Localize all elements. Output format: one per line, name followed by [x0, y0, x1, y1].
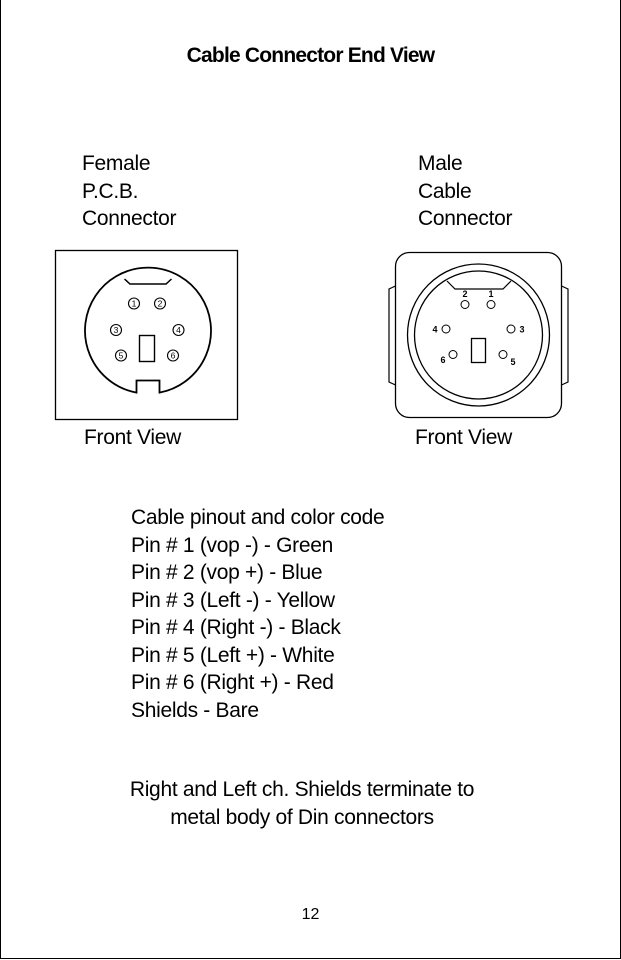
page-number: 12 [301, 906, 320, 923]
male-center-key [472, 339, 486, 363]
pinout-row: Pin # 4 (Right -) - Black [131, 616, 341, 639]
pinout-row: Pin # 2 (vop +) - Blue [131, 561, 323, 584]
female-pin-5-number: 5 [118, 350, 124, 361]
female-key-notch [125, 279, 172, 284]
pinout-row: Pin # 5 (Left +) - White [131, 643, 335, 667]
male-housing-outline [396, 253, 562, 418]
male-label-line: Male [418, 152, 463, 175]
male-grip-right [562, 286, 569, 385]
pinout-row: Shields - Bare [131, 698, 259, 722]
pinout-row: Pin # 6 (Right +) - Red [131, 671, 334, 694]
female-center-key [140, 336, 155, 362]
page-title: Cable Connector End View [186, 44, 435, 67]
female-pin-5 [116, 350, 127, 361]
female-label-line: P.C.B. [82, 179, 139, 203]
male-pin-1-number: 1 [488, 289, 494, 299]
male-pin-6-number: 6 [440, 355, 446, 365]
female-connector-body [85, 268, 211, 393]
male-grip-left [389, 286, 396, 385]
female-front-view-label: Front View [84, 426, 181, 449]
female-label-line: Female [82, 152, 151, 175]
male-pin-3-number: 3 [519, 324, 525, 335]
pinout-list [131, 504, 384, 724]
pinout-row: Pin # 3 (Left -) - Yellow [131, 588, 335, 612]
shield-note-line: metal body of Din connectors [170, 805, 434, 829]
female-pin-6 [168, 350, 179, 361]
male-pin-5 [499, 351, 516, 368]
male-connector-diagram [389, 253, 568, 418]
female-pin-1-number: 1 [131, 298, 137, 309]
female-connector-diagram [56, 251, 238, 420]
shield-note [0, 776, 604, 831]
female-label-line: Connector [82, 207, 177, 230]
female-pin-6-number: 6 [170, 350, 176, 361]
male-pin-5-number: 5 [510, 357, 516, 367]
female-pin-3-number: 3 [113, 325, 119, 335]
shield-note-line: Right and Left ch. Shields terminate to [129, 778, 475, 801]
male-key-tab [447, 281, 511, 289]
male-outer-shell [408, 264, 550, 406]
male-pin-6 [440, 351, 457, 366]
male-pin-4-number: 4 [432, 324, 438, 335]
male-label-line: Cable [418, 179, 472, 203]
male-inner-shell [415, 271, 543, 399]
female-pin-3 [111, 325, 122, 336]
male-pin-1 [487, 289, 495, 309]
male-front-view-label: Front View [415, 426, 512, 449]
pinout-row: Pin # 1 (vop -) - Green [131, 533, 334, 557]
pinout-heading: Cable pinout and color code [131, 506, 385, 529]
female-pin-4 [173, 325, 184, 336]
male-pin-3 [507, 325, 525, 335]
female-pin-4-number: 4 [176, 325, 181, 335]
connector-diagrams [0, 0, 621, 460]
male-label-line: Connector [418, 207, 513, 230]
female-pin-2 [155, 298, 166, 309]
female-pin-1 [129, 298, 140, 309]
male-pin-2-number: 2 [462, 289, 468, 299]
female-pin-2-number: 2 [157, 298, 163, 309]
male-pin-2 [461, 289, 469, 309]
male-pin-4 [432, 325, 450, 335]
